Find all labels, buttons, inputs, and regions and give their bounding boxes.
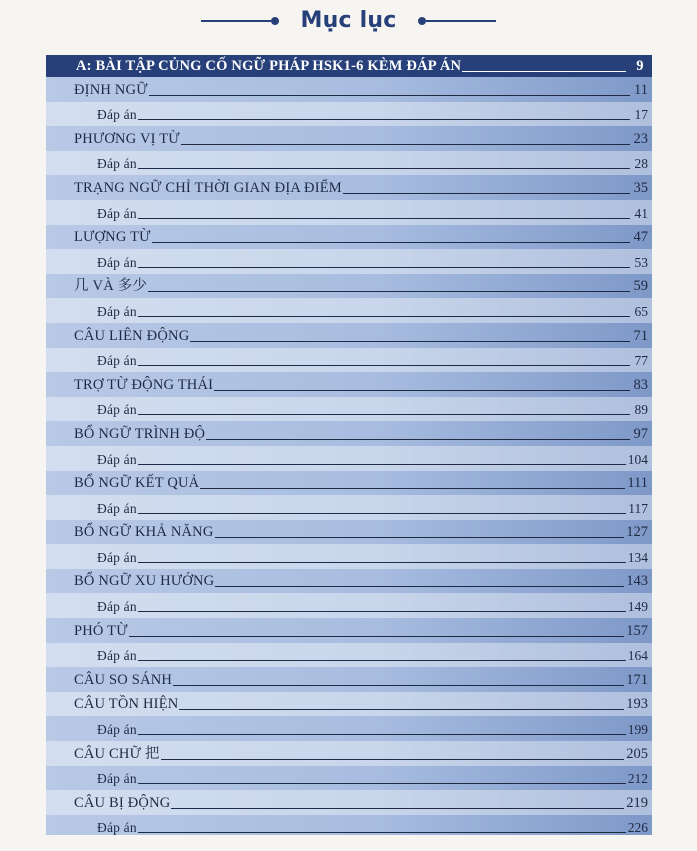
entry-label: CÂU SO SÁNH <box>74 671 173 688</box>
toc-entry[interactable] <box>46 741 652 766</box>
toc-entry[interactable] <box>46 790 652 815</box>
dot-leader <box>138 562 626 563</box>
entry-label: BỔ NGỮ TRÌNH ĐỘ <box>74 425 206 442</box>
bullet-dot-icon <box>271 17 279 25</box>
dot-leader <box>152 242 630 243</box>
page-title: Mục lục <box>300 7 397 33</box>
entry-label: Đáp án <box>97 722 137 738</box>
toc-answer-entry[interactable] <box>46 348 652 373</box>
entry-page-number: 127 <box>626 524 648 541</box>
entry-label: Đáp án <box>97 549 137 565</box>
entry-label: LƯỢNG TỪ <box>74 229 151 246</box>
dot-leader <box>215 537 625 538</box>
entry-label: TRẠNG NGỮ CHỈ THỜI GIAN ĐỊA ĐIỂM <box>74 179 342 196</box>
entry-page-number: 149 <box>627 599 648 615</box>
dot-leader <box>181 144 630 145</box>
toc-answer-entry[interactable] <box>46 446 652 471</box>
entry-page-number: 47 <box>633 229 648 246</box>
entry-page-number: 104 <box>627 451 648 467</box>
toc-entry[interactable] <box>46 692 652 717</box>
dot-leader <box>138 464 626 465</box>
entry-page-number: 205 <box>626 745 648 762</box>
entry-page-number: 171 <box>626 671 648 688</box>
dot-leader <box>138 119 630 120</box>
dot-leader <box>161 759 625 760</box>
toc-answer-entry[interactable] <box>46 815 652 835</box>
toc-entry[interactable] <box>46 175 652 200</box>
entry-label: ĐỊNH NGỮ <box>74 81 148 98</box>
dot-leader <box>138 168 630 169</box>
dot-leader <box>206 439 630 440</box>
dot-leader <box>214 390 630 391</box>
entry-label: Đáp án <box>97 205 137 221</box>
title-rule-left <box>201 15 279 25</box>
dot-leader <box>149 95 630 96</box>
toc-entry[interactable] <box>46 372 652 397</box>
section-label: A: BÀI TẬP CỦNG CỐ NGỮ PHÁP HSK1-6 KÈM ĐÁP ÁN <box>76 58 462 74</box>
entry-label: PHƯƠNG VỊ TỪ <box>74 130 180 147</box>
entry-page-number: 164 <box>627 648 648 664</box>
entry-page-number: 219 <box>626 794 648 811</box>
toc-entry[interactable] <box>46 618 652 643</box>
section-page-number: 9 <box>636 58 644 74</box>
dot-leader <box>343 193 630 194</box>
dot-leader <box>138 783 626 784</box>
dot-leader <box>138 316 630 317</box>
entry-page-number: 35 <box>633 179 648 196</box>
dot-leader <box>148 291 630 292</box>
toc-answer-entry[interactable] <box>46 298 652 323</box>
toc-panel <box>46 55 652 835</box>
toc-answer-entry[interactable] <box>46 151 652 176</box>
entry-page-number: 23 <box>633 130 648 147</box>
entry-page-number: 143 <box>626 573 648 590</box>
entry-page-number: 59 <box>633 278 648 295</box>
toc-answer-entry[interactable] <box>46 544 652 569</box>
dot-leader <box>138 611 626 612</box>
entry-page-number: 111 <box>627 475 648 492</box>
entry-label: Đáp án <box>97 648 137 664</box>
entry-page-number: 41 <box>634 205 648 221</box>
entry-page-number: 83 <box>633 376 648 393</box>
entry-label: BỔ NGỮ KẾT QUẢ <box>74 475 200 492</box>
entry-page-number: 193 <box>626 696 648 713</box>
dot-leader <box>138 218 630 219</box>
dot-leader <box>173 685 624 686</box>
entry-page-number: 53 <box>634 254 648 270</box>
entry-page-number: 77 <box>634 353 648 369</box>
dot-leader <box>129 636 625 637</box>
dot-leader <box>215 586 624 587</box>
entry-page-number: 71 <box>633 327 648 344</box>
entry-label: Đáp án <box>97 820 137 835</box>
toc-answer-entry[interactable] <box>46 766 652 791</box>
toc-entry[interactable] <box>46 569 652 594</box>
toc-entry[interactable] <box>46 667 652 692</box>
entry-page-number: 97 <box>633 425 648 442</box>
entry-label: TRỢ TỪ ĐỘNG THÁI <box>74 376 214 393</box>
entry-page-number: 28 <box>634 156 648 172</box>
entry-label: Đáp án <box>97 771 137 787</box>
entry-page-number: 157 <box>626 622 648 639</box>
entry-label: CÂU CHỮ 把 <box>74 745 160 762</box>
toc-entry[interactable] <box>46 126 652 151</box>
dot-leader <box>171 808 624 809</box>
entry-page-number: 17 <box>634 107 648 123</box>
dot-leader <box>138 734 626 735</box>
entry-page-number: 226 <box>627 820 648 835</box>
entry-label: 几 VÀ 多少 <box>74 278 148 295</box>
toc-entry[interactable] <box>46 225 652 250</box>
entry-page-number: 11 <box>634 81 648 98</box>
entry-label: PHÓ TỪ <box>74 622 128 639</box>
toc-entry[interactable] <box>46 323 652 348</box>
entry-label: BỔ NGỮ XU HƯỚNG <box>74 573 215 590</box>
dot-leader <box>462 71 626 72</box>
dot-leader <box>138 365 630 366</box>
toc-entry[interactable] <box>46 274 652 299</box>
dot-leader <box>179 709 624 710</box>
entry-label: Đáp án <box>97 107 137 123</box>
toc-answer-entry[interactable] <box>46 716 652 741</box>
entry-label: CÂU LIÊN ĐỘNG <box>74 327 190 344</box>
toc-answer-entry[interactable] <box>46 397 652 422</box>
entry-page-number: 65 <box>634 303 648 319</box>
toc-entry[interactable] <box>46 421 652 446</box>
entry-label: BỔ NGỮ KHẢ NĂNG <box>74 524 214 541</box>
toc-answer-entry[interactable] <box>46 102 652 127</box>
dot-leader <box>138 267 630 268</box>
toc-list <box>46 77 652 835</box>
entry-label: Đáp án <box>97 402 137 418</box>
dot-leader <box>190 341 630 342</box>
dot-leader <box>138 660 626 661</box>
toc-answer-entry[interactable] <box>46 495 652 520</box>
toc-answer-entry[interactable] <box>46 200 652 225</box>
entry-label: Đáp án <box>97 156 137 172</box>
dot-leader <box>138 414 630 415</box>
entry-page-number: 212 <box>627 771 648 787</box>
toc-answer-entry[interactable] <box>46 643 652 668</box>
toc-entry[interactable] <box>46 471 652 496</box>
toc-answer-entry[interactable] <box>46 593 652 618</box>
entry-label: CÂU BỊ ĐỘNG <box>74 794 171 811</box>
entry-label: Đáp án <box>97 599 137 615</box>
title-bar <box>0 0 697 40</box>
entry-page-number: 199 <box>627 722 648 738</box>
bullet-dot-icon <box>418 17 426 25</box>
entry-label: Đáp án <box>97 451 137 467</box>
toc-entry[interactable] <box>46 520 652 545</box>
entry-label: Đáp án <box>97 500 137 516</box>
entry-label: Đáp án <box>97 254 137 270</box>
toc-answer-entry[interactable] <box>46 249 652 274</box>
entry-page-number: 134 <box>627 549 648 565</box>
entry-label: Đáp án <box>97 353 137 369</box>
dot-leader <box>138 513 626 514</box>
entry-page-number: 117 <box>628 500 648 516</box>
dot-leader <box>200 488 625 489</box>
entry-page-number: 89 <box>634 402 648 418</box>
entry-label: CÂU TỒN HIỆN <box>74 696 179 713</box>
dot-leader <box>138 832 626 833</box>
title-rule-right <box>418 15 496 25</box>
entry-label: Đáp án <box>97 303 137 319</box>
toc-entry[interactable] <box>46 77 652 102</box>
toc-section-header[interactable] <box>46 55 652 77</box>
